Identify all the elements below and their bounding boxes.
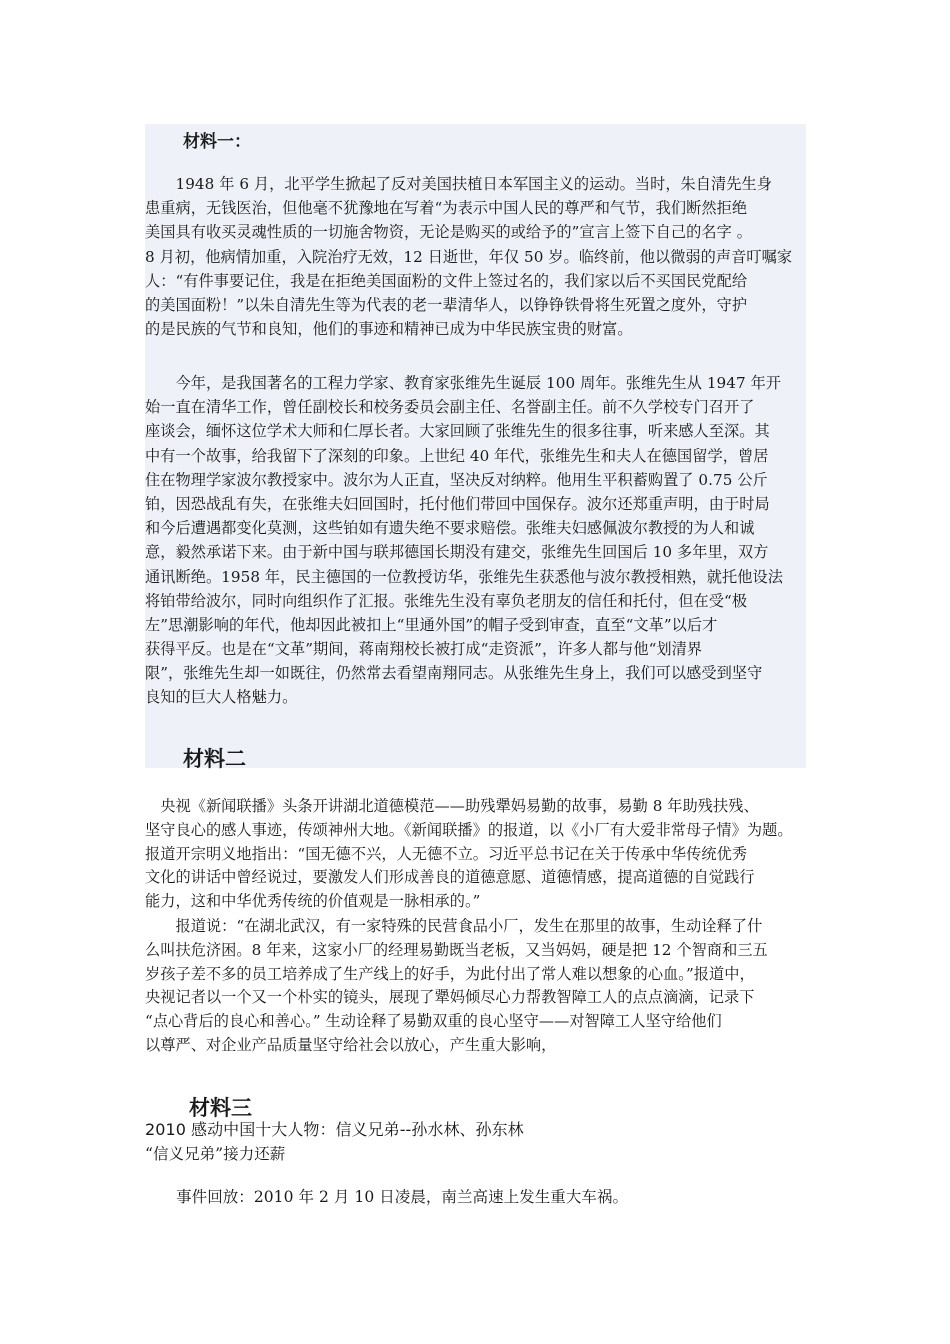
section2-paragraph-2 [145,915,806,1058]
section2-paragraph-1 [145,795,806,914]
text-line: 通讯断绝。1958 年，民主德国的一位教授访华，张维先生获悉他与波尔教授相熟，就托他设法 [145,567,783,586]
text-line: 岁孩子差不多的员工培养成了生产线上的好手，为此付出了常人难以想象的心血。”报道中， [145,964,755,983]
text-line: 1948 年 6 月，北平学生掀起了反对美国扶植日本军国主义的运动。当时，朱自清先生身 [145,175,772,193]
text-line: 将铂带给波尔，同时向组织作了汇报。张维先生没有辜负老朋友的信任和托付，但在受“极 [145,591,748,610]
text-line: 8 月初，他病情加重，入院治疗无效，12 日逝世，年仅 50 岁。临终前，他以微弱的声音叮嘱家 [145,247,793,266]
text-line: 座谈会，缅怀这位学术大师和仁厚长者。大家回顾了张维先生的很多往事，听来感人至深。其 [145,422,770,441]
text-line: 今年，是我国著名的工程力学家、教育家张维先生诞辰 100 周年。张维先生从 1947 年开 [145,374,782,392]
text-line: 事件回放：2010 年 2 月 10 日凌晨，南兰高速上发生重大车祸。 [145,1188,629,1206]
text-line: 的美国面粉！”以朱自清先生等为代表的老一辈清华人，以铮铮铁骨将生死置之度外，守护 [145,295,748,314]
section3-title-line [145,1118,806,1142]
section3-subtitle-line [145,1142,806,1166]
section3-heading: 材料三 [189,1095,252,1120]
text-line: “点心背后的良心和善心。” 生动诠释了易勤双重的良心坚守——对智障工人坚守给他们 [145,1012,722,1031]
text-line: 么叫扶危济困。8 年来，这家小厂的经理易勤既当老板，又当妈妈，硬是把 12 个智商和三五 [145,940,768,959]
text-line: 的是民族的气节和良知，他们的事迹和精神已成为中华民族宝贵的财富。 [145,320,633,339]
text-line: 报道开宗明义地指出：“国无德不兴，人无德不立。习近平总书记在关于传承中华传统优秀 [145,844,748,863]
text-line: 中有一个故事，给我留下了深刻的印象。上世纪 40 年代，张维先生和夫人在德国留学，曾居 [145,446,769,465]
text-line: 人：“有件事要记住，我是在拒绝美国面粉的文件上签过名的，我们家以后不买国民党配给 [145,271,748,290]
text-line: 坚守良心的感人事迹，传颂神州大地。《新闻联播》的报道，以《小厂有大爱非常母子情》为题。 [145,820,793,839]
text-line: 央视记者以一个又一个朴实的镜头，展现了犟妈倾尽心力帮教智障工人的点点滴滴，记录下 [145,988,755,1007]
text-line: 报道说：“在湖北武汉，有一家特殊的民营食品小厂，发生在那里的故事，生动诠释了什 [145,917,763,935]
text-line: 央视《新闻联播》头条开讲湖北道德模范——助残犟妈易勤的故事，易勤 8 年助残扶残、 [145,797,759,815]
section1-heading: 材料一： [183,132,251,152]
text-line: 铂，因恐战乱有失，在张维夫妇回国时，托付他们带回中国保存。波尔还郑重声明，由于时局 [145,494,770,513]
text-line: 始一直在清华工作，曾任副校长和校务委员会副主任、名誉副主任。前不久学校专门召开了 [145,398,755,417]
text-line: 能力，这和中华优秀传统的价值观是一脉相承的。” [145,892,481,911]
text-line: 以尊严、对企业产品质量坚守给社会以放心，产生重大影响， [145,1035,557,1054]
text-line: 美国具有收买灵魂性质的一切施舍物资，无论是购买的或给予的”宣言上签下自己的名字 。 [145,223,752,242]
text-line: 和今后遭遇都变化莫测，这些铂如有遗失绝不要求赔偿。张维夫妇感佩波尔教授的为人和诚 [145,519,755,538]
section1-paragraph-2 [145,371,806,710]
text-line: “信义兄弟”接力还薪 [145,1145,286,1163]
text-line: 左”思潮影响的年代，他却因此被扣上“里通外国”的帽子受到审查，直至“文革”以后才 [145,615,718,634]
text-line: 意，毅然承诺下来。由于新中国与联邦德国长期没有建交，张维先生回国后 10 多年里，双方 [145,543,769,562]
text-line: 良知的巨大人格魅力。 [145,688,298,707]
section1-paragraph-1 [145,172,806,341]
section3-event-line [145,1185,806,1209]
text-line: 2010 感动中国十大人物：信义兄弟--孙水林、孙东林 [145,1120,524,1139]
text-line: 限”，张维先生却一如既往，仍然常去看望南翔同志。从张维先生身上，我们可以感受到坚守 [145,664,763,683]
text-line: 患重病，无钱医治，但他毫不犹豫地在写着“为表示中国人民的尊严和气节，我们断然拒绝 [145,199,748,218]
text-line: 住在物理学家波尔教授家中。波尔为人正直，坚决反对纳粹。他用生平积蓄购置了 0.75 公斤 [145,470,768,489]
section2-heading: 材料二 [183,746,246,771]
text-line: 获得平反。也是在“文革”期间，蒋南翔校长被打成“走资派”，许多人都与他“划清界 [145,640,703,659]
text-line: 文化的讲话中曾经说过，要激发人们形成善良的道德意愿、道德情感，提高道德的自觉践行 [145,868,755,887]
